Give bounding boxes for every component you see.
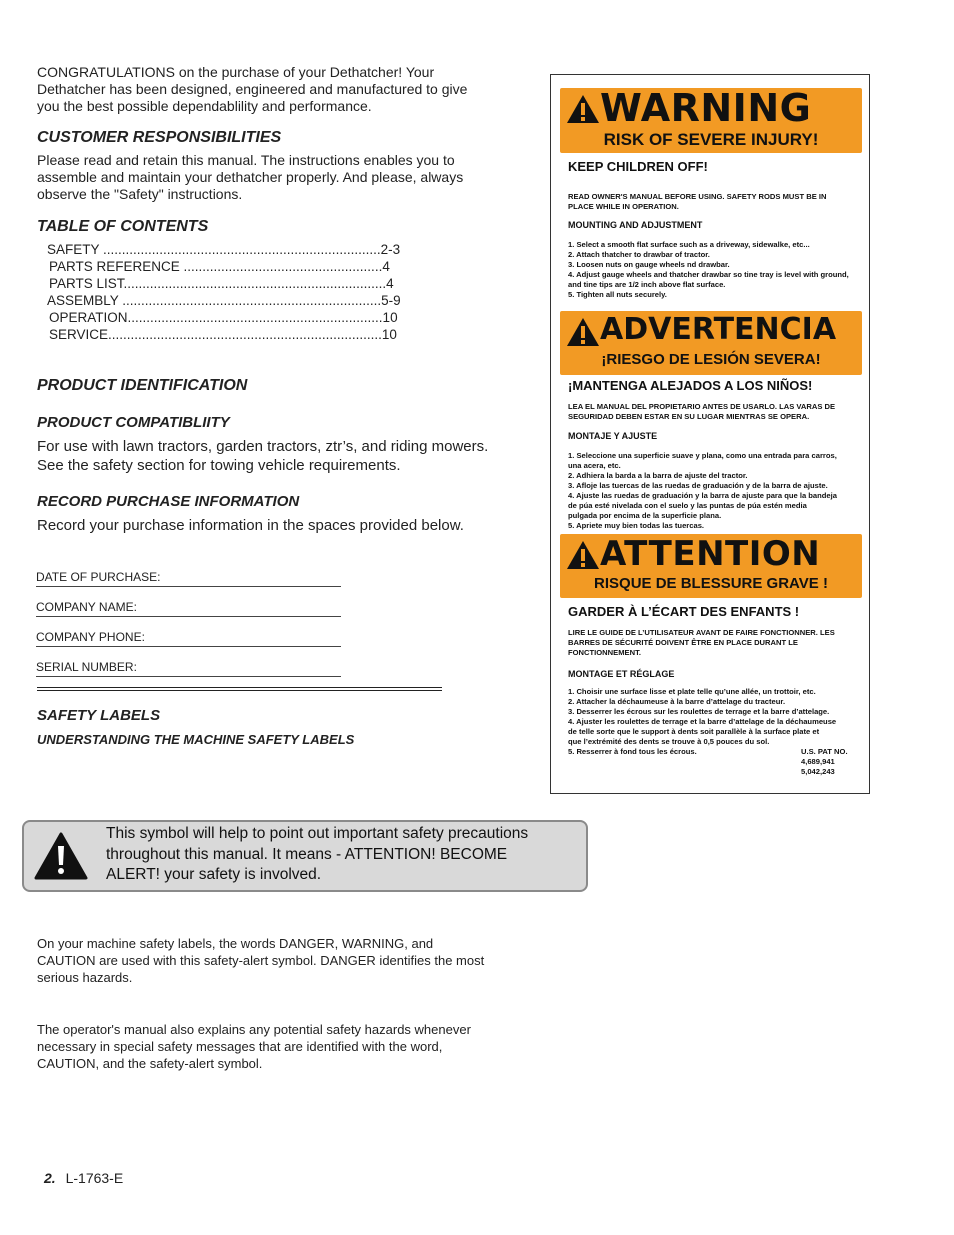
advertencia-banner bbox=[560, 311, 862, 375]
attention-subtitle: RISQUE DE BLESSURE GRAVE ! bbox=[594, 575, 828, 592]
document-code: L-1763-E bbox=[65, 1170, 124, 1186]
advertencia-title: ADVERTENCIA bbox=[600, 312, 837, 347]
toc-list bbox=[47, 241, 401, 343]
advertencia-steps: 1. Seleccione una superficie suave y plana, como una entrada para carros, una acera, etc. 2. Adhiera la barda a la barra de ajuste del tractor. 3. Afloje las tuercas de las ruedas de graduación y de la barra de ajuste. 4. Ajuste las ruedas de graduación y la barra de ajuste para que la bandeja de púa esté nivelada con el suelo y las puntas de púa estén media pulgada por encima de la superficie plana. 5. Apriete muy bien todas las tuercas. bbox=[568, 451, 837, 530]
warning-title: WARNING bbox=[600, 86, 812, 130]
field-label: COMPANY NAME: bbox=[36, 600, 137, 614]
warning-banner bbox=[560, 88, 862, 153]
warning-read-text: READ OWNER'S MANUAL BEFORE USING. SAFETY RODS MUST BE IN PLACE WHILE IN OPERATION. bbox=[568, 192, 827, 211]
date-of-purchase-field[interactable] bbox=[36, 570, 341, 587]
para-line: The operator's manual also explains any potential safety hazards whenever bbox=[37, 1022, 471, 1037]
compat-line: See the safety section for towing vehicle requirements. bbox=[37, 457, 401, 474]
para-line: CAUTION are used with this safety-alert symbol. DANGER identifies the most bbox=[37, 953, 485, 968]
attention-read-text: LIRE LE GUIDE DE L’UTILISATEUR AVANT DE FAIRE FONCTIONNER. LES BARRES DE SÉCURITÉ DOIVENT ÊTRE EN PLACE DURANT LE FONCTIONNEMENT. bbox=[568, 628, 835, 657]
toc-row-safety: SAFETY ..........................................................................2-3 bbox=[47, 242, 401, 257]
company-phone-field[interactable] bbox=[36, 630, 341, 647]
safety-labels-heading: SAFETY LABELS bbox=[37, 707, 161, 724]
intro-line: CONGRATULATIONS on the purchase of your Dethatcher! Your bbox=[37, 64, 435, 80]
field-label: COMPANY PHONE: bbox=[36, 630, 145, 644]
advertencia-mount-heading: MONTAJE Y AJUSTE bbox=[568, 431, 658, 441]
warning-keep-text: KEEP CHILDREN OFF! bbox=[568, 159, 708, 174]
safety-label-image bbox=[550, 74, 870, 794]
attention-title: ATTENTION bbox=[600, 534, 821, 574]
attention-keep-text: GARDER À L’ÉCART DES ENFANTS ! bbox=[568, 604, 800, 619]
page-number: 2. bbox=[44, 1170, 56, 1186]
serial-number-field[interactable] bbox=[36, 660, 341, 677]
signal-words-paragraph bbox=[37, 935, 547, 986]
patent-number: U.S. PAT NO. 4,689,941 5,042,243 bbox=[801, 747, 848, 776]
intro-paragraph bbox=[37, 64, 537, 115]
toc-row-assembly: ASSEMBLY .....................................................................5-9 bbox=[47, 293, 401, 308]
customer-line: assemble and maintain your dethatcher properly. And please, always bbox=[37, 169, 464, 185]
para-line: CAUTION, and the safety-alert symbol. bbox=[37, 1056, 263, 1071]
para-line: On your machine safety labels, the words DANGER, WARNING, and bbox=[37, 936, 434, 951]
safety-alert-icon bbox=[34, 832, 88, 880]
safety-alert-text: This symbol will help to point out important safety precautions throughout this manual. It means - ATTENTION! BECOME ALERT! your safety is involved. bbox=[106, 825, 529, 883]
caution-paragraph bbox=[37, 1021, 547, 1072]
warning-subtitle: RISK OF SEVERE INJURY! bbox=[603, 130, 819, 149]
toc-heading: TABLE OF CONTENTS bbox=[37, 218, 209, 235]
page-footer bbox=[44, 1170, 123, 1186]
customer-heading: CUSTOMER RESPONSIBILITIES bbox=[37, 129, 282, 146]
warning-triangle-icon bbox=[566, 540, 600, 570]
attention-mount-heading: MONTAGE ET RÉGLAGE bbox=[568, 669, 675, 679]
safety-alert-box bbox=[22, 820, 588, 892]
warning-steps: 1. Select a smooth flat surface such as a driveway, sidewalke, etc... 2. Attach thatcher to drawbar of tractor. 3. Loosen nuts on gauge wheels nd drawbar. 4. Adjust gauge wheels and thatcher drawbar so tine tray is level with ground, and tine tips are 1/2 inch above flat surface. 5. Tighten all nuts securely. bbox=[568, 240, 849, 299]
field-label: DATE OF PURCHASE: bbox=[36, 570, 161, 584]
record-text: Record your purchase information in the spaces provided below. bbox=[37, 517, 464, 534]
para-line: necessary in special safety messages that are identified with the word, bbox=[37, 1039, 443, 1054]
intro-line: you the best possible dependablility and performance. bbox=[37, 98, 372, 114]
compat-paragraph bbox=[37, 437, 537, 475]
toc-row-operation: OPERATION....................................................................10 bbox=[49, 310, 398, 325]
advertencia-read-text: LEA EL MANUAL DEL PROPIETARIO ANTES DE USARLO. LAS VARAS DE SEGURIDAD DEBEN ESTAR EN SU LUGAR MIENTRAS SE OPERA. bbox=[568, 402, 836, 421]
section-divider bbox=[37, 687, 442, 691]
warning-triangle-icon bbox=[566, 317, 600, 347]
customer-line: Please read and retain this manual. The instructions enables you to bbox=[37, 152, 455, 168]
compat-heading: PRODUCT COMPATIBLIITY bbox=[37, 414, 230, 431]
para-line: serious hazards. bbox=[37, 970, 133, 985]
compat-line: For use with lawn tractors, garden tractors, ztr’s, and riding mowers. bbox=[37, 438, 489, 455]
warning-triangle-icon bbox=[566, 94, 600, 124]
customer-line: observe the "Safety" instructions. bbox=[37, 186, 243, 202]
warning-mount-heading: MOUNTING AND ADJUSTMENT bbox=[568, 220, 703, 230]
product-id-heading: PRODUCT IDENTIFICATION bbox=[37, 377, 248, 394]
company-name-field[interactable] bbox=[36, 600, 341, 617]
toc-row-parts-list: PARTS LIST......................................................................4 bbox=[49, 276, 394, 291]
toc-row-service: SERVICE.........................................................................10 bbox=[49, 327, 397, 342]
advertencia-keep-text: ¡MANTENGA ALEJADOS A LOS NIÑOS! bbox=[568, 378, 813, 393]
intro-line: Dethatcher has been designed, engineered and manufactured to give bbox=[37, 81, 468, 97]
attention-steps: 1. Choisir une surface lisse et plate telle qu’une allée, un trottoir, etc. 2. Attacher la déchaumeuse à la barre d’attelage du tracteur. 3. Desserrer les écrous sur les roulettes de terrage et la barre d’attelage. 4. Ajuster les roulettes de terrage et la barre d’attelage de la déchaumeuse de telle sorte que le support à dents soit parallèle à la surface plate et que l’extrémité des dents se trouve à 0,5 pouces du sol. 5. Resserrer à fond tous les écrous. bbox=[568, 687, 837, 756]
advertencia-subtitle: ¡RIESGO DE LESIÓN SEVERA! bbox=[601, 351, 821, 368]
safety-labels-subheading: UNDERSTANDING THE MACHINE SAFETY LABELS bbox=[37, 732, 355, 747]
field-label: SERIAL NUMBER: bbox=[36, 660, 137, 674]
toc-row-parts-reference: PARTS REFERENCE .....................................................4 bbox=[49, 259, 390, 274]
record-heading: RECORD PURCHASE INFORMATION bbox=[37, 493, 300, 510]
customer-paragraph bbox=[37, 152, 537, 203]
attention-banner bbox=[560, 534, 862, 598]
